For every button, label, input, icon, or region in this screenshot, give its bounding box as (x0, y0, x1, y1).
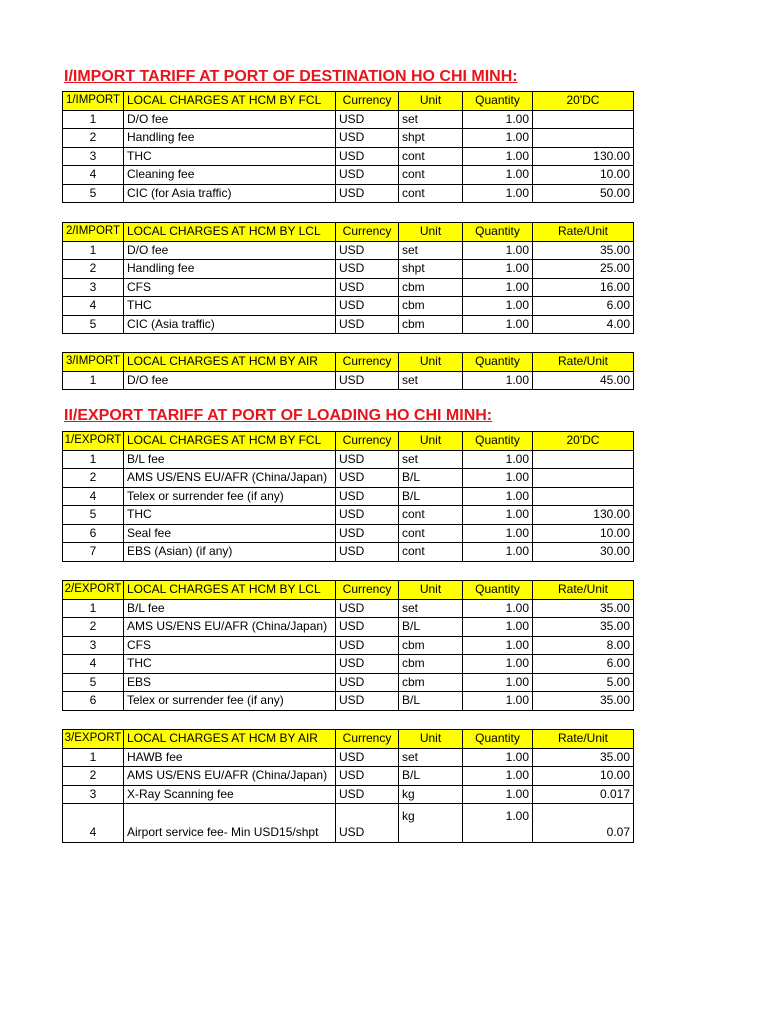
cell-quantity: 1.00 (463, 692, 533, 711)
cell-quantity: 1.00 (463, 260, 533, 279)
cell-quantity: 1.00 (463, 147, 533, 166)
cell-quantity: 1.00 (463, 804, 533, 843)
cell-row-number: 1 (63, 371, 124, 390)
cell-unit: cbm (399, 278, 463, 297)
header-currency: Currency (336, 432, 399, 451)
cell-row-number: 1 (63, 599, 124, 618)
cell-row-number: 5 (63, 506, 124, 525)
cell-row-number: 3 (63, 785, 124, 804)
cell-charge-name: Telex or surrender fee (if any) (124, 692, 336, 711)
cell-row-number: 7 (63, 543, 124, 562)
cell-quantity: 1.00 (463, 655, 533, 674)
cell-charge-name: THC (124, 297, 336, 316)
table-row (63, 748, 634, 767)
header-quantity: Quantity (463, 581, 533, 600)
cell-charge-name: THC (124, 506, 336, 525)
table-row (63, 110, 634, 129)
cell-unit: cont (399, 543, 463, 562)
cell-rate: 130.00 (533, 147, 634, 166)
cell-currency: USD (336, 748, 399, 767)
cell-currency: USD (336, 543, 399, 562)
table-row (63, 450, 634, 469)
cell-unit: kg (399, 785, 463, 804)
cell-currency: USD (336, 804, 399, 843)
cell-quantity: 1.00 (463, 371, 533, 390)
cell-currency: USD (336, 129, 399, 148)
cell-charge-name: AMS US/ENS EU/AFR (China/Japan) (124, 767, 336, 786)
import-air-table (62, 352, 634, 390)
cell-currency: USD (336, 450, 399, 469)
cell-unit: cont (399, 184, 463, 203)
header-currency: Currency (336, 581, 399, 600)
cell-unit: cont (399, 166, 463, 185)
cell-quantity: 1.00 (463, 673, 533, 692)
table-header-row (63, 92, 634, 111)
cell-currency: USD (336, 147, 399, 166)
cell-charge-name: AMS US/ENS EU/AFR (China/Japan) (124, 469, 336, 488)
cell-currency: USD (336, 506, 399, 525)
cell-quantity: 1.00 (463, 297, 533, 316)
table-row (63, 767, 634, 786)
cell-rate: 50.00 (533, 184, 634, 203)
cell-charge-name: HAWB fee (124, 748, 336, 767)
cell-unit: set (399, 110, 463, 129)
header-rate: Rate/Unit (533, 581, 634, 600)
cell-currency: USD (336, 241, 399, 260)
cell-currency: USD (336, 469, 399, 488)
cell-rate: 45.00 (533, 371, 634, 390)
table-row (63, 260, 634, 279)
table-row (63, 673, 634, 692)
cell-row-number: 4 (63, 297, 124, 316)
header-row-number: 3/IMPORT (63, 353, 124, 372)
header-row-number: 2/EXPORT (63, 581, 124, 600)
header-unit: Unit (399, 92, 463, 111)
cell-rate: 130.00 (533, 506, 634, 525)
table-row (63, 804, 634, 843)
cell-quantity: 1.00 (463, 636, 533, 655)
cell-rate: 6.00 (533, 655, 634, 674)
header-charge-name: LOCAL CHARGES AT HCM BY LCL (124, 223, 336, 242)
cell-unit: B/L (399, 767, 463, 786)
cell-quantity: 1.00 (463, 315, 533, 334)
cell-row-number: 2 (63, 618, 124, 637)
cell-unit: cbm (399, 315, 463, 334)
table-row (63, 371, 634, 390)
header-charge-name: LOCAL CHARGES AT HCM BY FCL (124, 92, 336, 111)
cell-charge-name: Handling fee (124, 129, 336, 148)
cell-charge-name: D/O fee (124, 110, 336, 129)
header-charge-name: LOCAL CHARGES AT HCM BY LCL (124, 581, 336, 600)
table-row (63, 129, 634, 148)
cell-currency: USD (336, 524, 399, 543)
header-row-number: 2/IMPORT (63, 223, 124, 242)
cell-rate: 10.00 (533, 524, 634, 543)
table-row (63, 297, 634, 316)
table-row (63, 618, 634, 637)
cell-quantity: 1.00 (463, 543, 533, 562)
cell-unit: set (399, 450, 463, 469)
cell-charge-name: B/L fee (124, 599, 336, 618)
cell-unit: B/L (399, 469, 463, 488)
header-rate: Rate/Unit (533, 353, 634, 372)
table-row (63, 599, 634, 618)
cell-quantity: 1.00 (463, 748, 533, 767)
header-currency: Currency (336, 353, 399, 372)
cell-charge-name: X-Ray Scanning fee (124, 785, 336, 804)
cell-rate: 35.00 (533, 599, 634, 618)
cell-currency: USD (336, 184, 399, 203)
cell-currency: USD (336, 767, 399, 786)
cell-unit: cbm (399, 297, 463, 316)
cell-currency: USD (336, 785, 399, 804)
header-charge-name: LOCAL CHARGES AT HCM BY FCL (124, 432, 336, 451)
cell-unit: set (399, 599, 463, 618)
header-row-number: 1/EXPORT (63, 432, 124, 451)
cell-rate: 0.017 (533, 785, 634, 804)
cell-row-number: 6 (63, 524, 124, 543)
import-section-title: I/IMPORT TARIFF AT PORT OF DESTINATION HO CHI MINH: (64, 68, 518, 85)
cell-charge-name: CIC (for Asia traffic) (124, 184, 336, 203)
cell-unit: cont (399, 147, 463, 166)
table-row (63, 524, 634, 543)
table-row (63, 278, 634, 297)
cell-currency: USD (336, 655, 399, 674)
cell-unit: B/L (399, 692, 463, 711)
cell-unit: cbm (399, 673, 463, 692)
header-unit: Unit (399, 223, 463, 242)
cell-currency: USD (336, 487, 399, 506)
cell-unit: set (399, 748, 463, 767)
header-rate: Rate/Unit (533, 730, 634, 749)
table-header-row (63, 432, 634, 451)
table-row (63, 692, 634, 711)
header-charge-name: LOCAL CHARGES AT HCM BY AIR (124, 353, 336, 372)
cell-quantity: 1.00 (463, 599, 533, 618)
cell-charge-name: Handling fee (124, 260, 336, 279)
cell-rate: 8.00 (533, 636, 634, 655)
cell-quantity: 1.00 (463, 524, 533, 543)
header-unit: Unit (399, 581, 463, 600)
table-row (63, 543, 634, 562)
table-row (63, 241, 634, 260)
header-quantity: Quantity (463, 730, 533, 749)
table-row (63, 636, 634, 655)
header-row-number: 3/EXPORT (63, 730, 124, 749)
cell-unit: cont (399, 524, 463, 543)
table-header-row (63, 581, 634, 600)
header-rate: Rate/Unit (533, 223, 634, 242)
cell-quantity: 1.00 (463, 618, 533, 637)
cell-row-number: 1 (63, 241, 124, 260)
cell-charge-name: Seal fee (124, 524, 336, 543)
export-section-title: II/EXPORT TARIFF AT PORT OF LOADING HO CHI MINH: (64, 407, 493, 424)
cell-rate: 5.00 (533, 673, 634, 692)
cell-rate: 10.00 (533, 767, 634, 786)
cell-unit: B/L (399, 487, 463, 506)
table-header-row (63, 223, 634, 242)
cell-row-number: 4 (63, 166, 124, 185)
header-currency: Currency (336, 730, 399, 749)
header-charge-name: LOCAL CHARGES AT HCM BY AIR (124, 730, 336, 749)
cell-unit: kg (399, 804, 463, 843)
cell-charge-name: THC (124, 655, 336, 674)
cell-unit: cont (399, 506, 463, 525)
cell-currency: USD (336, 110, 399, 129)
cell-currency: USD (336, 278, 399, 297)
cell-rate: 35.00 (533, 692, 634, 711)
cell-rate: 10.00 (533, 166, 634, 185)
cell-row-number: 5 (63, 184, 124, 203)
cell-row-number: 3 (63, 278, 124, 297)
cell-quantity: 1.00 (463, 506, 533, 525)
cell-quantity: 1.00 (463, 487, 533, 506)
cell-charge-name: D/O fee (124, 241, 336, 260)
cell-rate: 6.00 (533, 297, 634, 316)
cell-charge-name: Cleaning fee (124, 166, 336, 185)
cell-rate: 35.00 (533, 748, 634, 767)
cell-currency: USD (336, 692, 399, 711)
cell-charge-name: EBS (Asian) (if any) (124, 543, 336, 562)
cell-currency: USD (336, 315, 399, 334)
table-row (63, 487, 634, 506)
header-currency: Currency (336, 223, 399, 242)
cell-row-number: 4 (63, 804, 124, 843)
cell-rate (533, 469, 634, 488)
cell-currency: USD (336, 618, 399, 637)
cell-unit: set (399, 241, 463, 260)
cell-quantity: 1.00 (463, 166, 533, 185)
cell-row-number: 1 (63, 110, 124, 129)
cell-quantity: 1.00 (463, 785, 533, 804)
cell-currency: USD (336, 260, 399, 279)
header-unit: Unit (399, 353, 463, 372)
cell-charge-name: CIC (Asia traffic) (124, 315, 336, 334)
cell-row-number: 3 (63, 636, 124, 655)
header-unit: Unit (399, 432, 463, 451)
table-header-row (63, 353, 634, 372)
header-quantity: Quantity (463, 92, 533, 111)
cell-unit: cbm (399, 655, 463, 674)
cell-rate: 4.00 (533, 315, 634, 334)
header-unit: Unit (399, 730, 463, 749)
header-rate: 20'DC (533, 432, 634, 451)
cell-row-number: 5 (63, 673, 124, 692)
import-fcl-table (62, 91, 634, 203)
cell-row-number: 4 (63, 487, 124, 506)
cell-unit: cbm (399, 636, 463, 655)
cell-charge-name: AMS US/ENS EU/AFR (China/Japan) (124, 618, 336, 637)
cell-row-number: 6 (63, 692, 124, 711)
cell-row-number: 1 (63, 748, 124, 767)
cell-charge-name: THC (124, 147, 336, 166)
table-row (63, 184, 634, 203)
cell-row-number: 2 (63, 469, 124, 488)
cell-currency: USD (336, 599, 399, 618)
table-row (63, 147, 634, 166)
cell-row-number: 2 (63, 129, 124, 148)
table-row (63, 469, 634, 488)
cell-charge-name: D/O fee (124, 371, 336, 390)
cell-charge-name: Telex or surrender fee (if any) (124, 487, 336, 506)
cell-currency: USD (336, 297, 399, 316)
cell-currency: USD (336, 673, 399, 692)
cell-quantity: 1.00 (463, 767, 533, 786)
cell-row-number: 2 (63, 260, 124, 279)
cell-rate (533, 110, 634, 129)
cell-quantity: 1.00 (463, 129, 533, 148)
table-row (63, 506, 634, 525)
header-quantity: Quantity (463, 353, 533, 372)
cell-unit: shpt (399, 129, 463, 148)
export-fcl-table (62, 431, 634, 562)
table-row (63, 166, 634, 185)
table-header-row (63, 730, 634, 749)
cell-charge-name: Airport service fee- Min USD15/shpt (124, 804, 336, 843)
cell-quantity: 1.00 (463, 241, 533, 260)
cell-currency: USD (336, 636, 399, 655)
table-row (63, 785, 634, 804)
cell-row-number: 4 (63, 655, 124, 674)
header-quantity: Quantity (463, 432, 533, 451)
header-quantity: Quantity (463, 223, 533, 242)
cell-currency: USD (336, 166, 399, 185)
export-air-table (62, 729, 634, 843)
import-lcl-table (62, 222, 634, 334)
cell-charge-name: EBS (124, 673, 336, 692)
cell-quantity: 1.00 (463, 450, 533, 469)
cell-rate: 35.00 (533, 618, 634, 637)
table-row (63, 655, 634, 674)
cell-row-number: 3 (63, 147, 124, 166)
cell-row-number: 5 (63, 315, 124, 334)
cell-quantity: 1.00 (463, 469, 533, 488)
cell-row-number: 2 (63, 767, 124, 786)
cell-currency: USD (336, 371, 399, 390)
cell-charge-name: CFS (124, 278, 336, 297)
cell-rate: 25.00 (533, 260, 634, 279)
cell-quantity: 1.00 (463, 110, 533, 129)
cell-unit: shpt (399, 260, 463, 279)
cell-rate: 0.07 (533, 804, 634, 843)
table-row (63, 315, 634, 334)
cell-rate (533, 129, 634, 148)
cell-row-number: 1 (63, 450, 124, 469)
cell-rate: 35.00 (533, 241, 634, 260)
cell-rate: 30.00 (533, 543, 634, 562)
cell-rate (533, 487, 634, 506)
export-lcl-table (62, 580, 634, 711)
cell-quantity: 1.00 (463, 184, 533, 203)
cell-rate (533, 450, 634, 469)
header-row-number: 1/IMPORT (63, 92, 124, 111)
header-rate: 20'DC (533, 92, 634, 111)
cell-rate: 16.00 (533, 278, 634, 297)
cell-charge-name: B/L fee (124, 450, 336, 469)
header-currency: Currency (336, 92, 399, 111)
cell-unit: B/L (399, 618, 463, 637)
cell-unit: set (399, 371, 463, 390)
cell-quantity: 1.00 (463, 278, 533, 297)
cell-charge-name: CFS (124, 636, 336, 655)
